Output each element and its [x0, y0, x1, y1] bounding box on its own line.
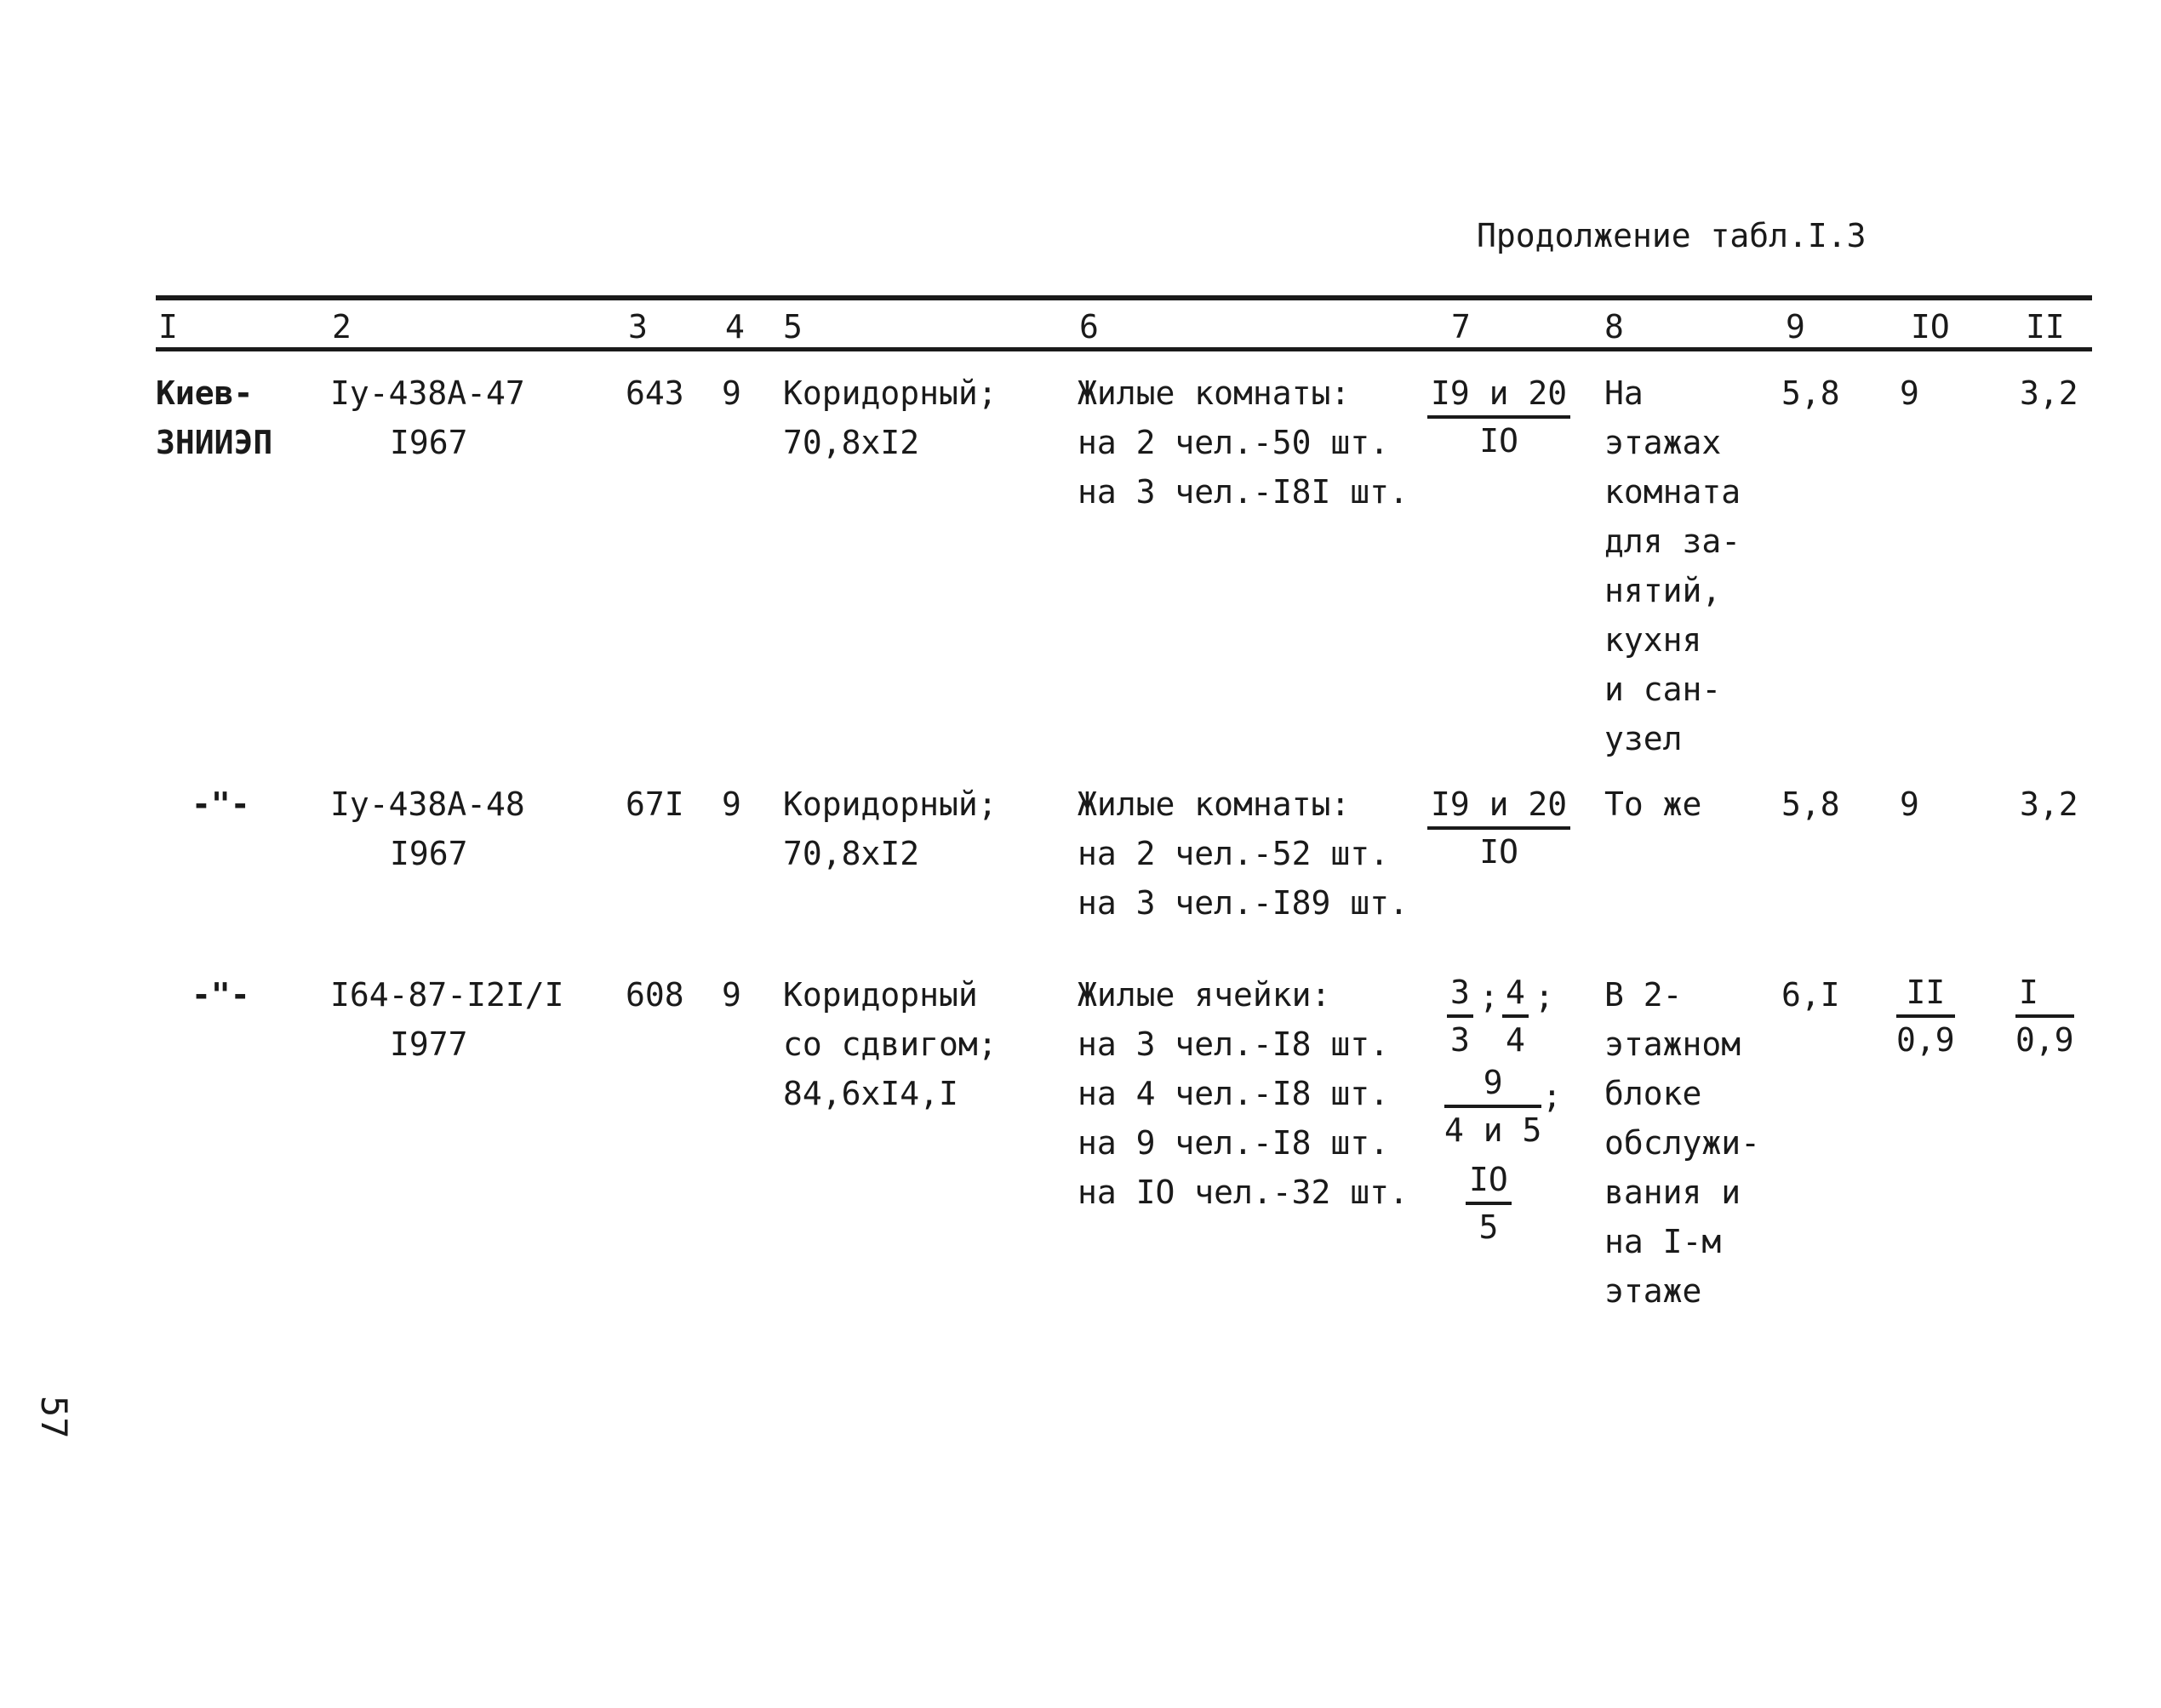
col7-fraction: I9 и 20 IO [1427, 782, 1570, 874]
col4-value: 9 [722, 785, 741, 823]
col10-fraction: $\frac{II}{0,9}$ [1896, 970, 1955, 1062]
corridor-type: Коридорный; 70,8хI2 [783, 374, 998, 461]
header-col-11: II [2026, 308, 2065, 346]
col4-value: 9 [722, 374, 741, 412]
col9-value: 6,I [1781, 976, 1840, 1014]
table-top-rule [156, 295, 2092, 300]
col10-value: 9 [1900, 785, 1919, 823]
header-col-3: 3 [628, 308, 648, 346]
col7-fraction: $\frac{3}{3}$ [1447, 970, 1473, 1062]
col11-fraction: $\frac{I}{0,9}$ [2015, 970, 2074, 1062]
ditto-mark: -"- [192, 976, 250, 1014]
project-code: I64-87-I2I/I I977 [330, 976, 564, 1063]
header-col-8: 8 [1604, 308, 1624, 346]
header-col-9: 9 [1786, 308, 1805, 346]
col7-fraction: I9 и 20 IO [1427, 371, 1570, 463]
col10-value: 9 [1900, 374, 1919, 412]
col4-value: 9 [722, 976, 741, 1014]
header-col-4: 4 [725, 308, 745, 346]
org-name: Киев- ЗНИИЭП [156, 374, 273, 461]
col7-fraction: 9 4 и 5 [1444, 1060, 1541, 1152]
rooms-info: Жилые комнаты: на 2 чел.-52 шт. на 3 чел.-I89 шт. [1078, 785, 1409, 922]
col8-note: То же [1604, 785, 1702, 823]
col7-fraction: $\frac{IO}{5}$ [1466, 1157, 1512, 1249]
corridor-type: Коридорный со сдвигом; 84,6хI4,I [783, 976, 998, 1112]
header-col-6: 6 [1079, 308, 1099, 346]
table-caption: Продолжение табл.I.3 [1477, 217, 1867, 254]
col11-value: 3,2 [2020, 374, 2078, 412]
col3-value: 67I [626, 785, 684, 823]
table-header-rule [156, 347, 2092, 351]
col3-value: 643 [626, 374, 684, 412]
col7-fraction: $\frac{4}{4}$ [1502, 970, 1529, 1062]
rooms-info: Жилые комнаты: на 2 чел.-50 шт. на 3 чел.-I8I шт. [1078, 374, 1409, 511]
page-number: 57 [33, 1396, 75, 1439]
fraction-separator: ; [1542, 1077, 1562, 1115]
project-code: Iу-438А-48 I967 [330, 785, 525, 872]
fraction-separator: ; [1479, 978, 1499, 1015]
header-col-2: 2 [332, 308, 352, 346]
fraction-separator: ; [1535, 978, 1554, 1015]
col9-value: 5,8 [1781, 374, 1840, 412]
header-col-5: 5 [783, 308, 803, 346]
header-col-7: 7 [1451, 308, 1471, 346]
cells-info: Жилые ячейки: на 3 чел.-I8 шт. на 4 чел.-I8 шт. на 9 чел.-I8 шт. на IO чел.-32 шт. [1078, 976, 1409, 1211]
col8-note: В 2- этажном блоке обслужи- вания и на I-м этаже [1604, 976, 1761, 1310]
col3-value: 608 [626, 976, 684, 1014]
col9-value: 5,8 [1781, 785, 1840, 823]
header-col-10: IO [1911, 308, 1950, 346]
header-col-1: I [158, 308, 178, 346]
ditto-mark: -"- [192, 785, 250, 823]
col11-value: 3,2 [2020, 785, 2078, 823]
project-code: Iу-438А-47 I967 [330, 374, 525, 461]
col8-note: На этажах комната для за- нятий, кухня и сан- узел [1604, 374, 1741, 757]
corridor-type: Коридорный; 70,8хI2 [783, 785, 998, 872]
